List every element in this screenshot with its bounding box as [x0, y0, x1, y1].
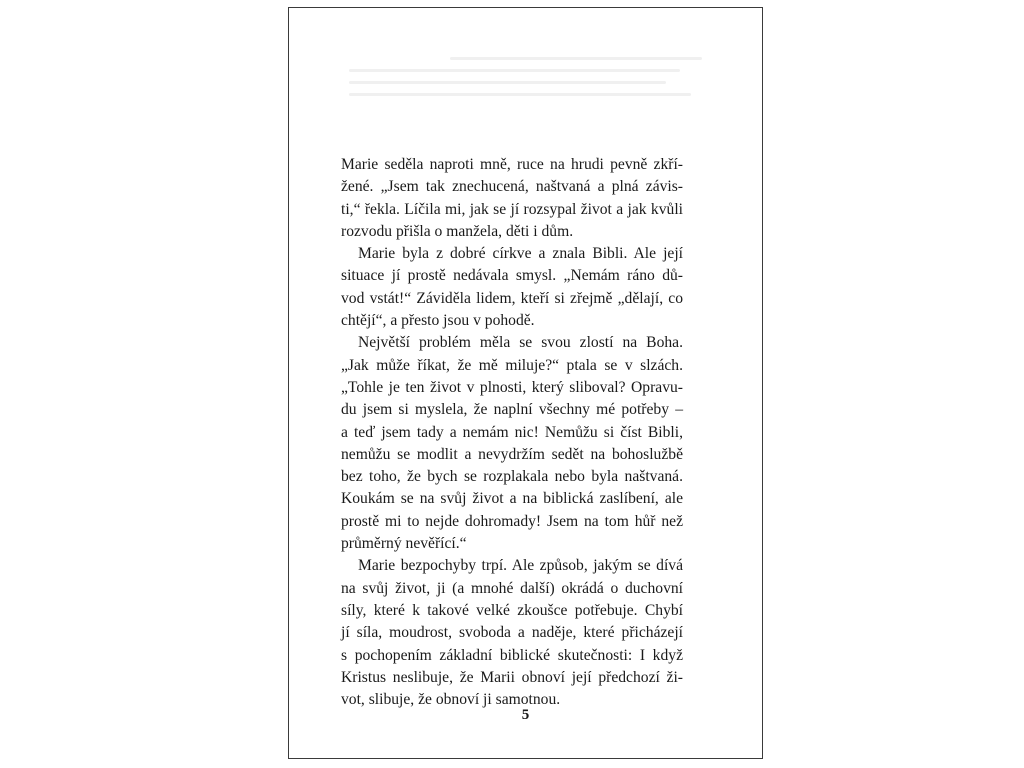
text-line: Kristus neslibuje, že Marii obnoví její předchozí ži- — [341, 668, 683, 686]
text-line: vot, slibuje, že obnoví ji samotnou. — [341, 691, 561, 709]
book-page — [288, 7, 763, 759]
text-line: žené. „Jsem tak znechucená, naštvaná a plná závis- — [341, 178, 683, 196]
text-line: na svůj život, ji (a mnohé další) okrádá o duchovní — [341, 579, 683, 597]
text-line: prostě mi to nejde dohromady! Jsem na tom hůř než — [341, 512, 683, 530]
text-line: Marie bezpochyby trpí. Ale způsob, jakým se dívá — [358, 557, 683, 575]
paragraph-3 — [341, 332, 683, 555]
text-line: „Tohle je ten život v plnosti, který sliboval? Opravu- — [341, 378, 683, 396]
text-line: nemůžu se modlit a nevydržím sedět na bohoslužbě — [341, 445, 683, 463]
text-line: ti,“ řekla. Líčila mi, jak se jí rozsypal život a jak kvůli — [341, 200, 683, 218]
text-line: situace jí prostě nedávala smysl. „Nemám ráno dů- — [341, 267, 683, 285]
text-line: rozvodu přišla o manžela, děti i dům. — [341, 222, 574, 240]
text-line: s pochopením základní biblické skutečnosti: I když — [341, 646, 683, 664]
body-text — [341, 154, 683, 711]
text-line: chtějí“, a přesto jsou v pohodě. — [341, 312, 535, 330]
text-line: vod vstát!“ Záviděla lidem, kteří si zřejmě „dělají, co — [341, 289, 683, 307]
paragraph-4 — [341, 555, 683, 711]
text-line: síly, které k takové velké zkoušce potřebuje. Chybí — [341, 601, 683, 619]
text-line: bez toho, že bych se rozplakala nebo byla naštvaná. — [341, 468, 683, 486]
text-line: du jsem si myslela, že naplní všechny mé potřeby – — [341, 401, 683, 419]
text-line: Největší problém měla se svou zlostí na Boha. — [358, 334, 683, 352]
paragraph-1 — [341, 154, 683, 243]
paragraph-2 — [341, 243, 683, 332]
text-line: a teď jsem tady a nemám nic! Nemůžu si číst Bibli, — [341, 423, 683, 441]
page-number: 5 — [521, 707, 530, 723]
text-line: jí síla, moudrost, svoboda a naděje, které přicházejí — [341, 624, 683, 642]
text-line: Marie byla z dobré církve a znala Bibli. Ale její — [358, 245, 683, 263]
text-line: Koukám se na svůj život a na biblická zaslíbení, ale — [341, 490, 683, 508]
text-line: průměrný nevěřící.“ — [341, 535, 467, 553]
bleed-through-text — [349, 48, 709, 138]
text-line: Marie seděla naproti mně, ruce na hrudi pevně zkří- — [341, 156, 683, 173]
text-line: „Jak může říkat, že mě miluje?“ ptala se v slzách. — [341, 356, 683, 374]
